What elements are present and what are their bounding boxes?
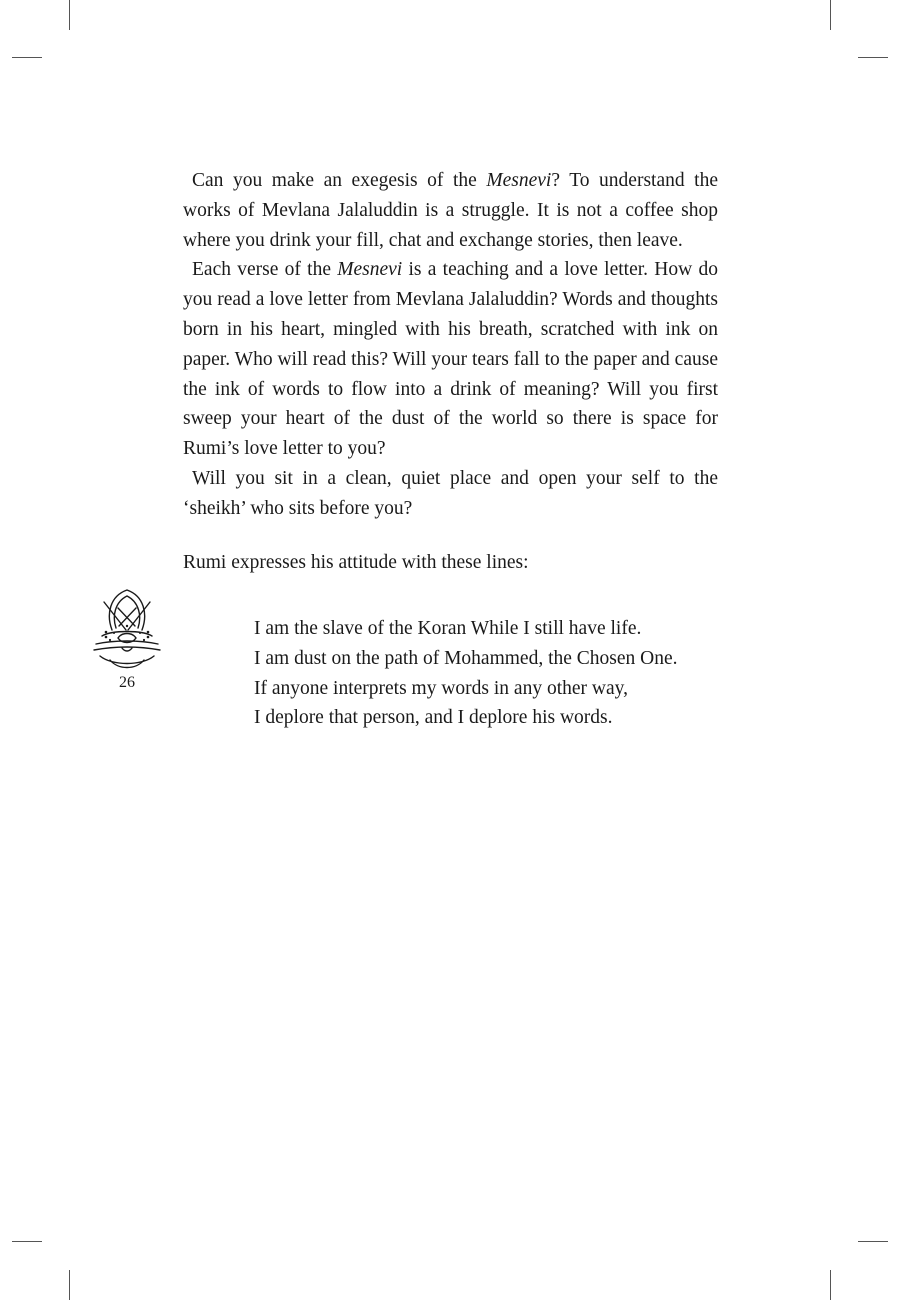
body-text — [183, 166, 718, 577]
verse-line: I am the slave of the Koran While I still have life. — [254, 618, 642, 639]
paragraph-2: Each verse of the Mesnevi is a teaching and a love letter. How do you read a love letter from Mevlana Jalaluddin? Words and thoughts born in his heart, mingled with his breath, scratched with ink on paper. Who will read this? Will your tears fall to the paper and cause the ink of words to flow into a drink of meaning? Will you first sweep your heart of the dust of the world so there is space for Rumi’s love letter to you? — [183, 259, 718, 460]
crop-mark-bottom-right-horizontal — [858, 1241, 888, 1242]
crop-mark-top-left-vertical — [69, 0, 70, 30]
page-number: 26 — [119, 674, 135, 691]
paragraph-1: Can you make an exegesis of the Mesnevi? To understand the works of Mevlana Jalaluddin is a struggle. It is not a coffee shop where you drink your fill, chat and exchange stories, then leave. — [183, 170, 718, 251]
mesnevi-title: Mesnevi — [486, 170, 552, 191]
verse-line: I am dust on the path of Mohammed, the Chosen One. — [254, 647, 678, 669]
crop-mark-bottom-right-vertical — [830, 1270, 831, 1300]
crop-mark-top-right-horizontal — [858, 57, 888, 58]
calligraphy-ornament-icon — [88, 586, 166, 672]
verse-line: I deplore that person, and I deplore his words. — [254, 707, 613, 729]
verse-intro: Rumi expresses his attitude with these lines: — [183, 551, 529, 573]
crop-mark-top-right-vertical — [830, 0, 831, 30]
paragraph-3: Will you sit in a clean, quiet place and open your self to the ‘sheikh’ who sits before you? — [183, 467, 718, 519]
verse-line: If anyone interprets my words in any other way, — [254, 677, 629, 699]
verse-quote — [254, 614, 678, 733]
mesnevi-title: Mesnevi — [337, 259, 403, 281]
crop-mark-top-left-horizontal — [12, 57, 42, 58]
crop-mark-bottom-left-horizontal — [12, 1241, 42, 1242]
crop-mark-bottom-left-vertical — [69, 1270, 70, 1300]
